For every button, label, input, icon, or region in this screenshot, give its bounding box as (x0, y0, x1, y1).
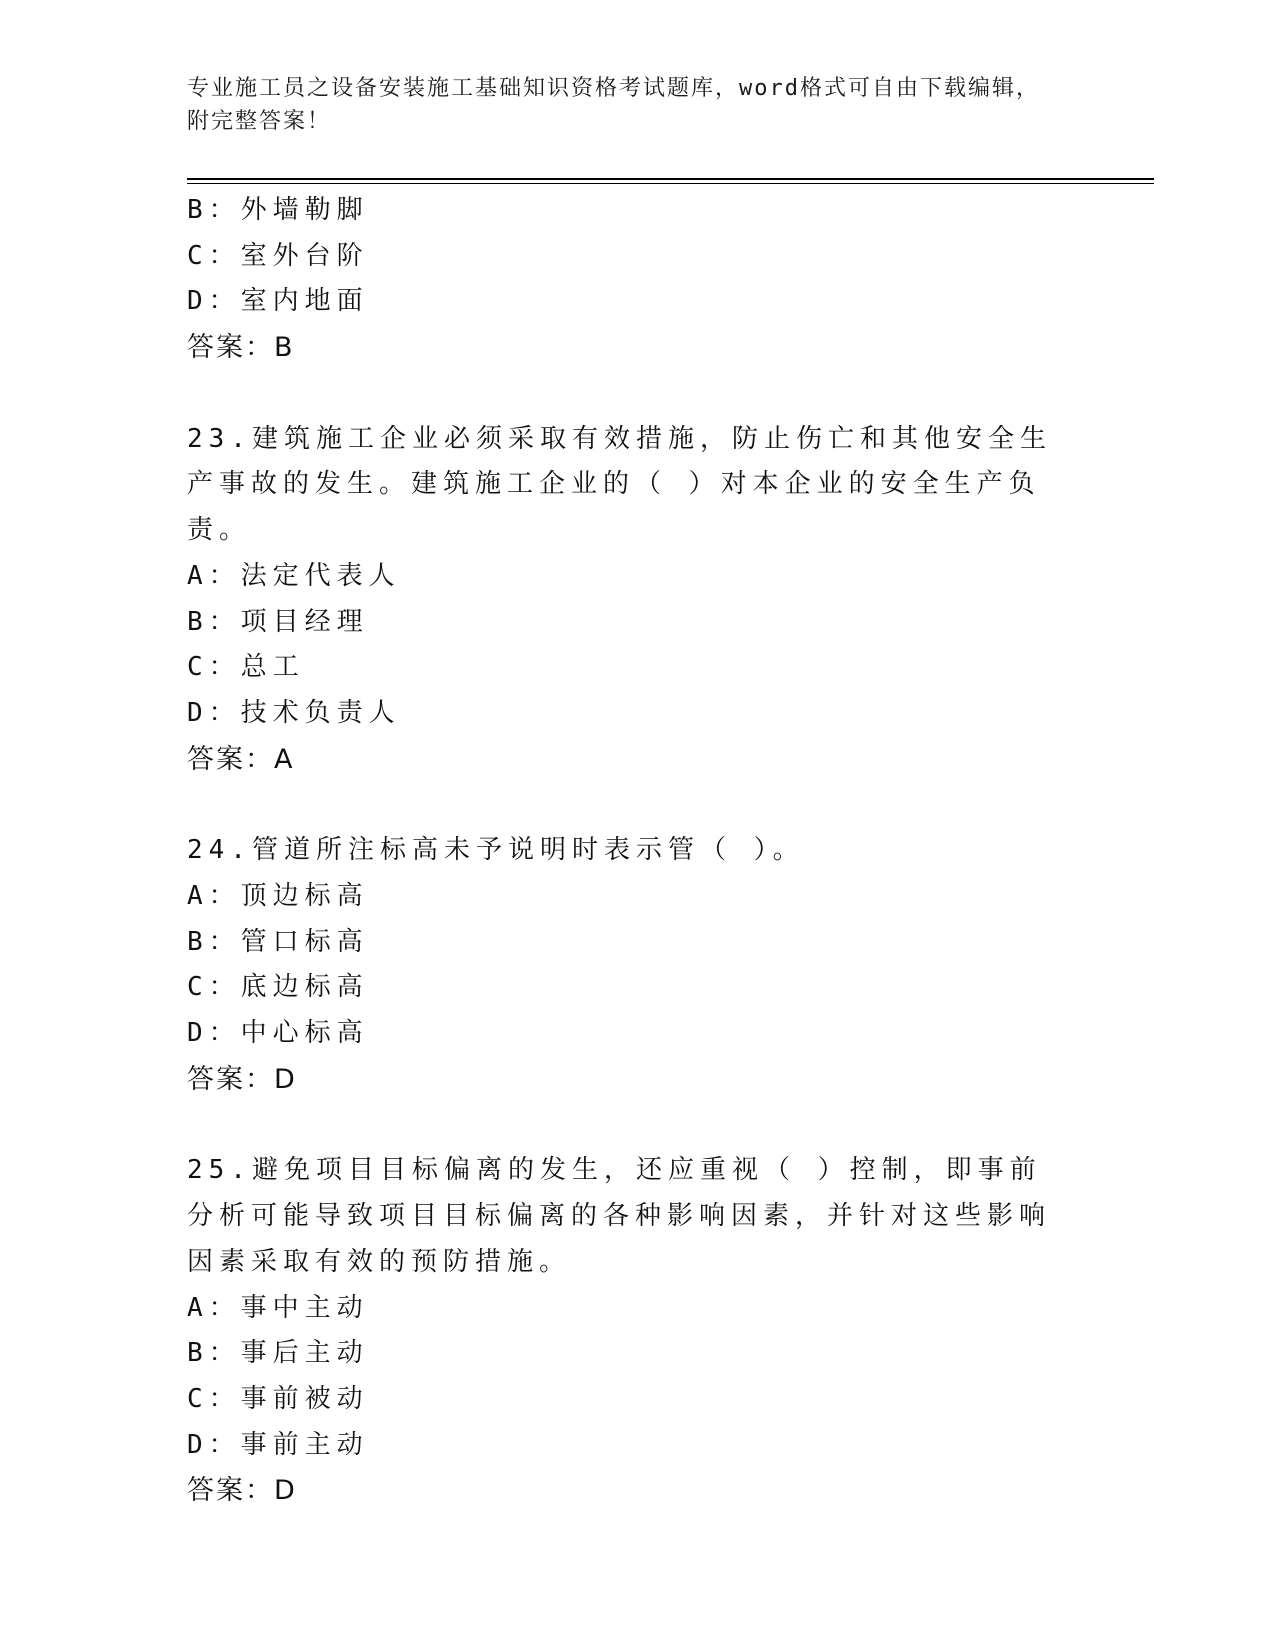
option-c: C：总工 (187, 652, 305, 683)
option-a: A：顶边标高 (187, 881, 369, 911)
option-a: A：法定代表人 (187, 560, 401, 591)
page-header (187, 72, 1067, 138)
option-b: B：管口标高 (187, 926, 369, 957)
option-a: A：事中主动 (187, 1292, 369, 1323)
question-stem: 23.建筑施工企业必须采取有效措施，防止伤亡和其他安全生产事故的发生。建筑施工企业的（ ）对本企业的安全生产负责。 (187, 423, 1052, 546)
question-24 (187, 828, 1087, 1102)
option-d: D：中心标高 (187, 1018, 369, 1049)
question-content (187, 188, 1087, 1514)
question-stem: 25.避免项目目标偏离的发生，还应重视（ ）控制，即事前分析可能导致项目目标偏离的各种影响因素，并针对这些影响因素采取有效的预防措施。 (187, 1155, 1052, 1277)
option-c: C：底边标高 (187, 972, 369, 1003)
question-stem: 24.管道所注标高未予说明时表示管（ ）。 (187, 835, 805, 866)
option-d: D：室内地面 (187, 286, 369, 317)
question-22-continued (187, 188, 1087, 371)
answer-line: 答案：D (187, 1063, 297, 1095)
answer-line: 答案：B (187, 332, 295, 364)
option-b: B：外墙勒脚 (187, 195, 369, 225)
spacer (187, 1102, 1087, 1148)
question-25 (187, 1148, 1087, 1514)
header-line-2: 附完整答案！ (187, 109, 332, 134)
answer-line: 答案：A (187, 743, 295, 775)
answer-line: 答案：D (187, 1475, 297, 1507)
option-b: B：项目经理 (187, 606, 369, 637)
question-23 (187, 417, 1087, 783)
spacer (187, 782, 1087, 828)
option-c: C：事前被动 (187, 1383, 369, 1414)
option-d: D：技术负责人 (187, 697, 401, 728)
header-rule-thick (187, 178, 1154, 180)
header-line-1: 专业施工员之设备安装施工基础知识资格考试题库，word格式可自由下载编辑， (187, 76, 1040, 101)
header-rule-thin (187, 183, 1154, 184)
option-d: D：事前主动 (187, 1429, 369, 1460)
option-c: C：室外台阶 (187, 240, 369, 271)
option-b: B：事后主动 (187, 1338, 369, 1369)
spacer (187, 371, 1087, 417)
